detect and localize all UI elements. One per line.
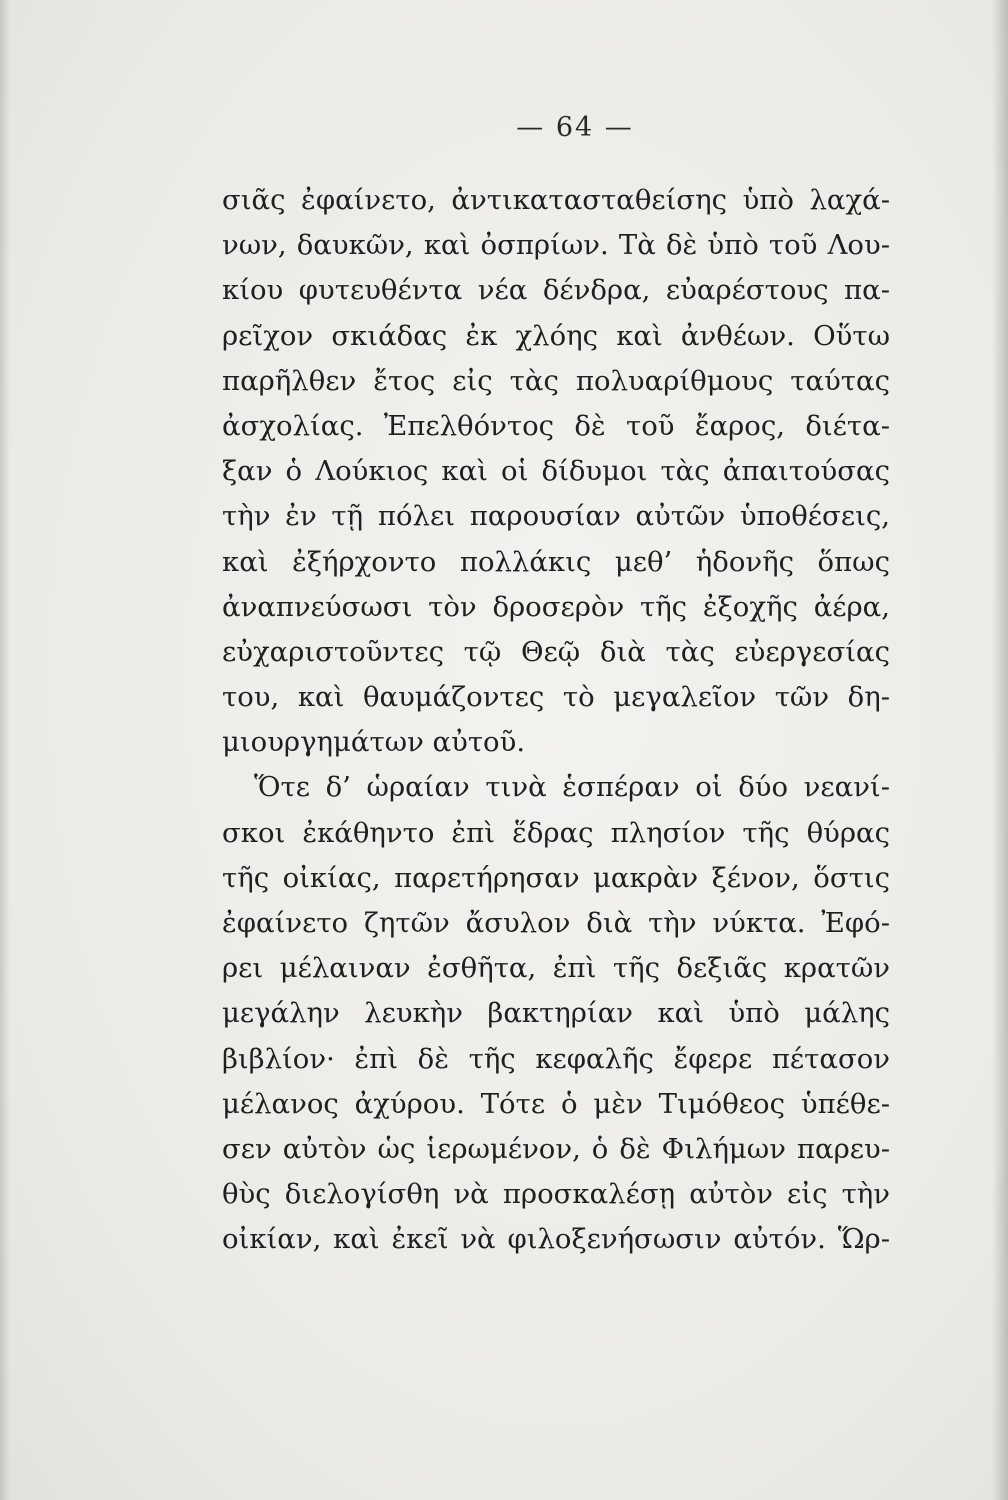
text-line: μέλανος ἀχύρου. Τότε ὁ μὲν Τιμόθεος ὑπέθε- [222, 1087, 890, 1120]
text-line: θὺς διελογίσθη νὰ προσκαλέσῃ αὐτὸν εἰς τὴν [222, 1178, 890, 1211]
text-line: ξαν ὁ Λούκιος καὶ οἱ δίδυμοι τὰς ἀπαιτούσας [222, 455, 890, 488]
text-line: τῆς οἰκίας, παρετήρησαν μακρὰν ξένον, ὅστις [222, 861, 890, 894]
text-line: καὶ ἐξήρχοντο πολλάκις μεθ’ ἡδονῆς ὅπως [222, 545, 890, 578]
page-left-shadow [0, 0, 10, 1500]
text-line: του, καὶ θαυμάζοντες τὸ μεγαλεῖον τῶν δη- [222, 681, 890, 714]
text-line: μεγάλην λευκὴν βακτηρίαν καὶ ὑπὸ μάλης [222, 997, 890, 1030]
text-line: κίου φυτευθέντα νέα δένδρα, εὐαρέστους πα- [222, 274, 890, 307]
text-line: σιᾶς ἐφαίνετο, ἀντικατασταθείσης ὑπὸ λαχά- [222, 184, 890, 216]
text-line: ἀσχολίας. Ἐπελθόντος δὲ τοῦ ἔαρος, διέτα- [222, 409, 890, 442]
page-number: — 64 — [516, 112, 634, 143]
text-line: ρει μέλαιναν ἐσθῆτα, ἐπὶ τῆς δεξιᾶς κρατῶν [222, 952, 890, 985]
text-line: οἰκίαν, καὶ ἐκεῖ νὰ φιλοξενήσωσιν αὐτόν. Ὥρ- [222, 1223, 890, 1256]
text-line: ρεῖχον σκιάδας ἐκ χλόης καὶ ἀνθέων. Οὕτω [222, 319, 890, 352]
text-line: ἀναπνεύσωσι τὸν δροσερὸν τῆς ἐξοχῆς ἀέρα, [222, 590, 890, 623]
text-line: βιβλίον· ἐπὶ δὲ τῆς κεφαλῆς ἔφερε πέτασον [222, 1042, 890, 1075]
paragraph-start-line: Ὅτε δ’ ὡραίαν τινὰ ἑσπέραν οἱ δύο νεανί- [254, 771, 890, 804]
text-line: σεν αὐτὸν ὡς ἱερωμένον, ὁ δὲ Φιλήμων παρευ- [222, 1132, 890, 1165]
text-line: ἐφαίνετο ζητῶν ἄσυλον διὰ τὴν νύκτα. Ἐφό- [222, 907, 890, 939]
page-right-shadow [992, 0, 1008, 1500]
paragraph-end-line: μιουργημάτων αὐτοῦ. [222, 726, 526, 759]
text-line: νων, δαυκῶν, καὶ ὀσπρίων. Τὰ δὲ ὑπὸ τοῦ Λου- [222, 229, 890, 262]
text-line: τὴν ἐν τῇ πόλει παρουσίαν αὐτῶν ὑποθέσεις, [222, 500, 890, 533]
text-line: εὐχαριστοῦντες τῷ Θεῷ διὰ τὰς εὐεργεσίας [222, 635, 890, 668]
body-text [222, 178, 890, 1263]
text-line: σκοι ἐκάθηντο ἐπὶ ἕδρας πλησίον τῆς θύρας [222, 816, 890, 849]
text-line: παρῆλθεν ἔτος εἰς τὰς πολυαρίθμους ταύτας [222, 364, 890, 397]
